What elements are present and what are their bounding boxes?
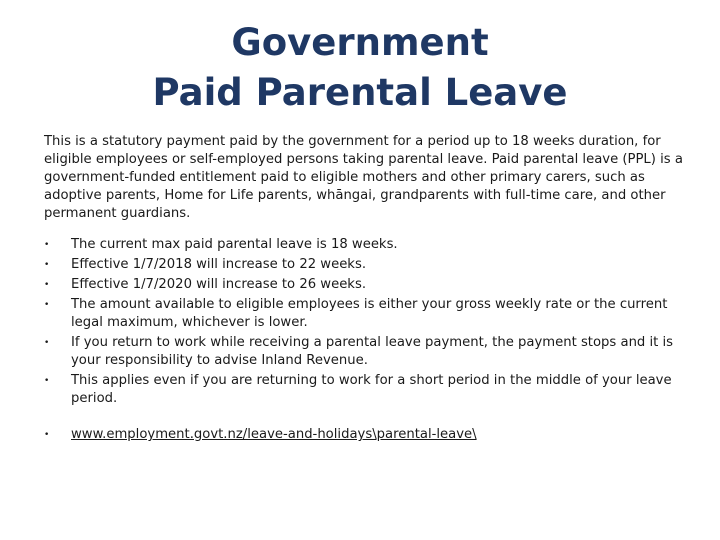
- bullet-text: This applies even if you are returning to work for a short period in the middle of your leave period.: [71, 373, 672, 406]
- bullet-icon: •: [44, 338, 50, 348]
- bullet-text: Effective 1/7/2018 will increase to 22 weeks.: [71, 257, 367, 272]
- title-line-1: Government: [231, 21, 489, 64]
- bullet-text: If you return to work while receiving a parental leave payment, the payment stops and it is your responsibility to advise Inland Revenue.: [71, 335, 674, 368]
- bullet-icon: •: [44, 240, 50, 250]
- bullet-item: [44, 256, 684, 274]
- bullet-icon: •: [44, 376, 50, 386]
- bullet-item: [44, 372, 684, 408]
- bullet-item: [44, 334, 684, 370]
- employment-link[interactable]: www.employment.govt.nz/leave-and-holidays\parental-leave\: [71, 427, 477, 442]
- bullet-list: [44, 236, 684, 446]
- bullet-text: The amount available to eligible employees is either your gross weekly rate or the current legal maximum, whichever is lower.: [71, 297, 668, 330]
- bullet-text: Effective 1/7/2020 will increase to 26 weeks.: [71, 277, 367, 292]
- bullet-item: [44, 236, 684, 254]
- bullet-icon: •: [44, 260, 50, 270]
- slide-title: [0, 18, 720, 118]
- bullet-icon: •: [44, 430, 50, 440]
- bullet-icon: •: [44, 300, 50, 310]
- bullet-item-link: [44, 426, 684, 444]
- bullet-icon: •: [44, 280, 50, 290]
- bullet-item: [44, 276, 684, 294]
- bullet-text: The current max paid parental leave is 18 weeks.: [71, 237, 398, 252]
- bullet-item: [44, 296, 684, 332]
- title-line-2: Paid Parental Leave: [152, 71, 568, 114]
- intro-paragraph: This is a statutory payment paid by the government for a period up to 18 weeks duration, for eligible employees or self-employed persons taking parental leave. Paid parental leave (PPL) is a government-funded entitlement paid to eligible mothers and other primary carers, such as adoptive parents, Home for Life parents, whāngai, grandparents with full-time care, and other permanent guardians.: [44, 134, 683, 221]
